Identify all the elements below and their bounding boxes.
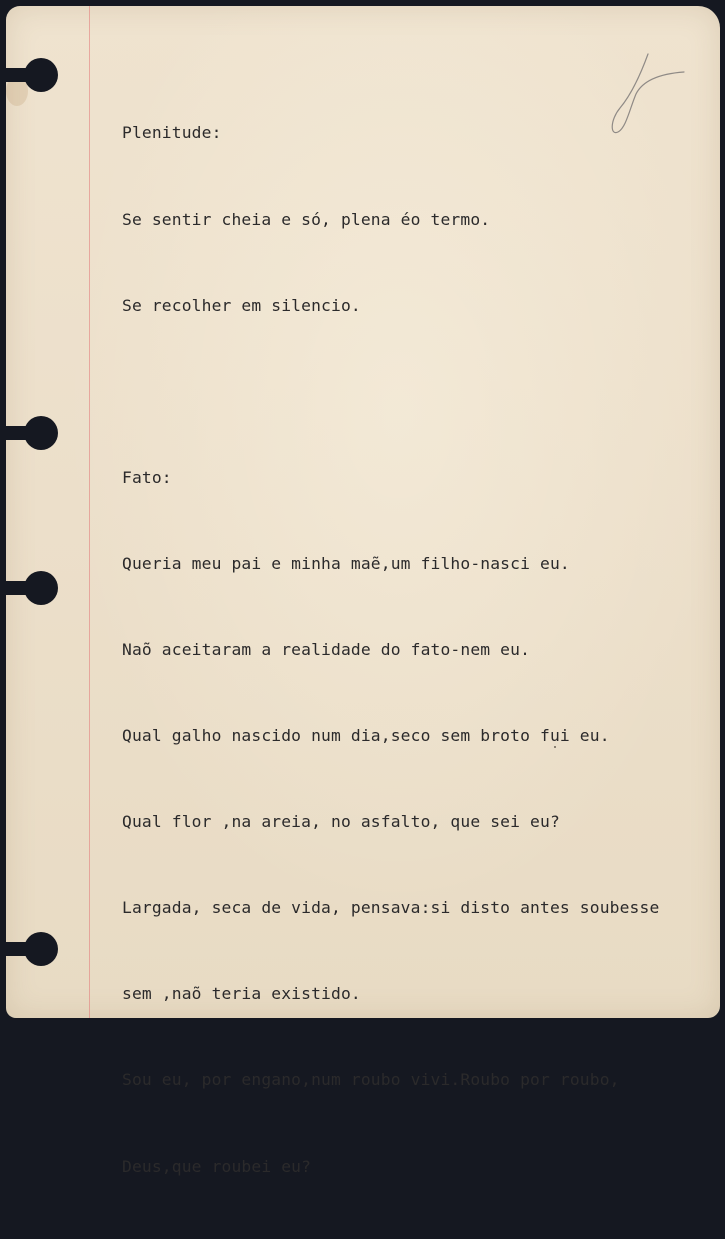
text-line: Sou eu, por engano,num roubo vivi.Roubo por roubo, [122,1070,620,1090]
binder-notch-3 [4,581,38,595]
red-margin-line [89,6,90,1018]
binder-notch-1 [4,68,38,82]
text-line: Deus,que roubei eu? [122,1156,312,1176]
typewritten-page [6,6,720,1176]
text-line: Largada, seca de vida, pensava:si disto antes soubesse [122,898,660,918]
text-line: Qual galho nascido num dia,seco sem broto fui eu. [122,726,610,746]
binder-notch-4 [4,942,38,956]
text-line: Se recolher em silencio. [122,295,361,315]
heading-fato: Fato: [122,467,172,487]
blank-line [122,378,659,407]
text-line: Naõ aceitaram a realidade do fato-nem eu. [122,639,531,659]
text-line: sem ,naõ teria existido. [122,984,361,1004]
text-line: Se sentir cheia e só, plena éo termo. [122,209,491,229]
text-line: Queria meu pai e minha maẽ,um filho-nasci eu. [122,553,570,573]
binder-notch-2 [4,426,38,440]
text-line: Qual flor ,na areia, no asfalto, que sei eu? [122,812,560,832]
heading-plenitude: Plenitude: [122,123,222,143]
typed-text [122,62,659,1239]
